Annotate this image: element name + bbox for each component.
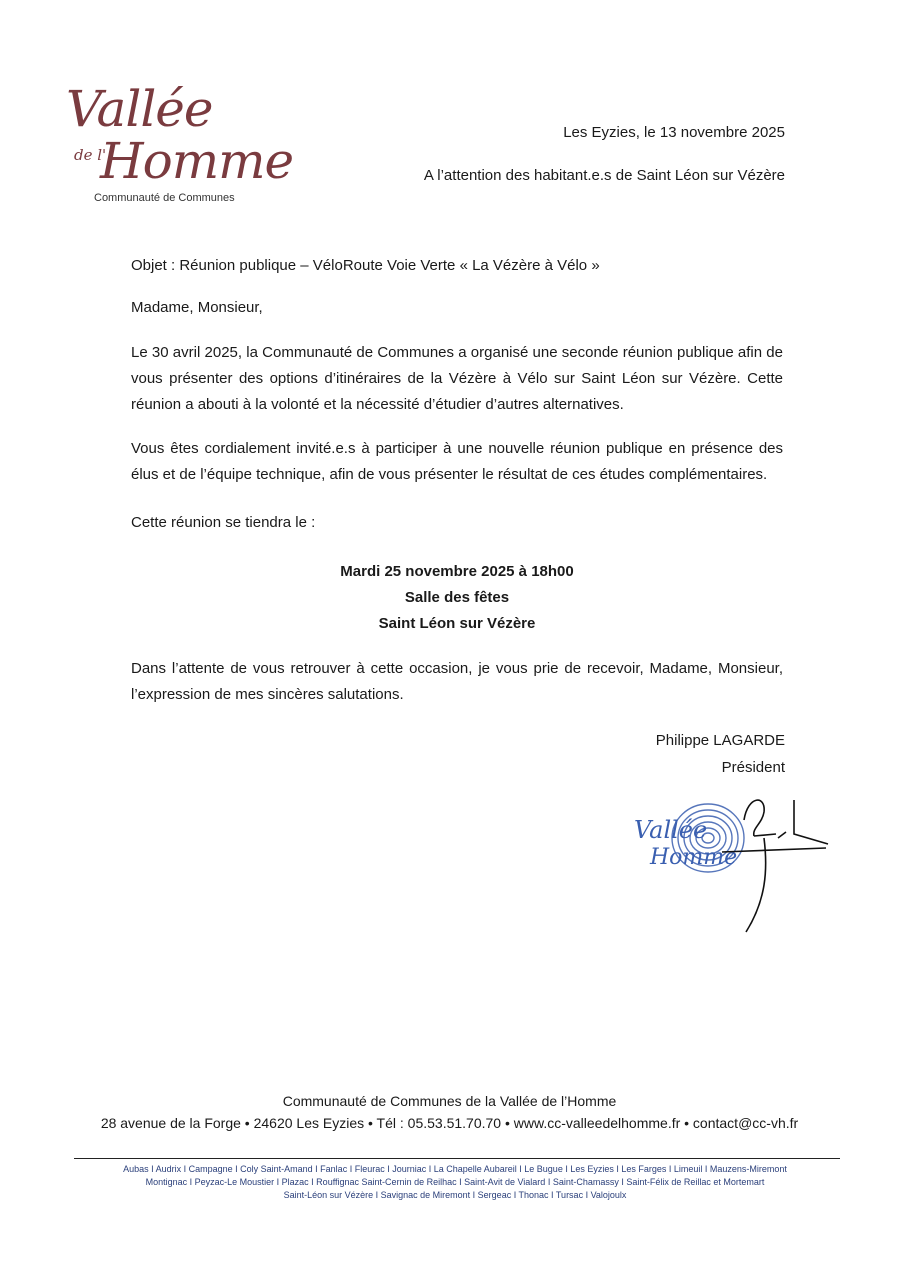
paragraph-1: Le 30 avril 2025, la Communauté de Communes a organisé une seconde réunion publique afin de vous présenter des options d’itinéraires de la Vézère à Vélo sur Saint Léon sur Vézère. Cette réunion a abouti à la volonté et la nécessité d’étudier d’autres alternatives.: [131, 344, 783, 413]
event-place: Saint Léon sur Vézère: [378, 615, 536, 632]
logo-line1: Vallée: [66, 80, 213, 138]
logo-line2: Homme: [100, 132, 294, 190]
stamp-line1: Vallée: [634, 816, 708, 844]
event-date-time: Mardi 25 novembre 2025 à 18h00: [340, 563, 574, 580]
footer-divider: [74, 1158, 840, 1159]
official-stamp-and-signature: [626, 790, 836, 940]
organization-logo: [62, 80, 294, 212]
closing-paragraph: Dans l’attente de vous retrouver à cette occasion, je vous prie de recevoir, Madame, Monsieur, l’expression de mes sincères salutations.: [131, 660, 783, 703]
letter-date: Les Eyzies, le 13 novembre 2025: [563, 124, 785, 141]
letter-subject: Objet : Réunion publique – VéloRoute Voie Verte « La Vézère à Vélo »: [131, 257, 600, 274]
member-communes: [70, 1163, 840, 1202]
signer-name: Philippe LAGARDE: [655, 732, 785, 749]
event-venue: Salle des fêtes: [404, 589, 510, 606]
letter-attention: A l’attention des habitant.e.s de Saint Léon sur Vézère: [423, 167, 785, 184]
footer-organization: Communauté de Communes de la Vallée de l’Homme: [282, 1093, 617, 1109]
logo-de: de l': [74, 146, 107, 164]
communes-line-3: Saint-Léon sur Vézère I Savignac de Miremont I Sergeac I Thonac I Tursac I Valojoulx: [283, 1190, 627, 1200]
footer-address: 28 avenue de la Forge • 24620 Les Eyzies • Tél : 05.53.51.70.70 • www.cc-valleedelhomme.fr • contact@cc-vh.fr: [100, 1115, 799, 1131]
communes-line-2: Montignac I Peyzac-Le Moustier I Plazac I Rouffignac Saint-Cernin de Reilhac I Saint-Avit de Vialard I Saint-Chamassy I Saint-Félix de Reillac et Mortemart: [145, 1177, 765, 1187]
paragraph-3: Cette réunion se tiendra le :: [131, 514, 316, 531]
logo-tagline: Communauté de Communes: [94, 192, 235, 204]
event-details: [131, 559, 783, 637]
paragraph-2: Vous êtes cordialement invité.e.s à participer à une nouvelle réunion publique en présence des élus et de l’équipe technique, afin de vous présenter le résultat de ces études complémentaires.: [131, 440, 783, 483]
signer-title: Président: [721, 759, 785, 776]
communes-line-1: Aubas I Audrix I Campagne I Coly Saint-Amand I Fanlac I Fleurac I Journiac I La Chapelle Aubareil I Le Bugue I Les Eyzies I Les Farges I Limeuil I Mauzens-Miremont: [123, 1164, 787, 1174]
signer-block: [656, 727, 785, 781]
stamp-line2: Homme: [650, 845, 738, 870]
letter-salutation: Madame, Monsieur,: [131, 299, 263, 316]
fingerprint-stamp-icon: [626, 790, 836, 940]
